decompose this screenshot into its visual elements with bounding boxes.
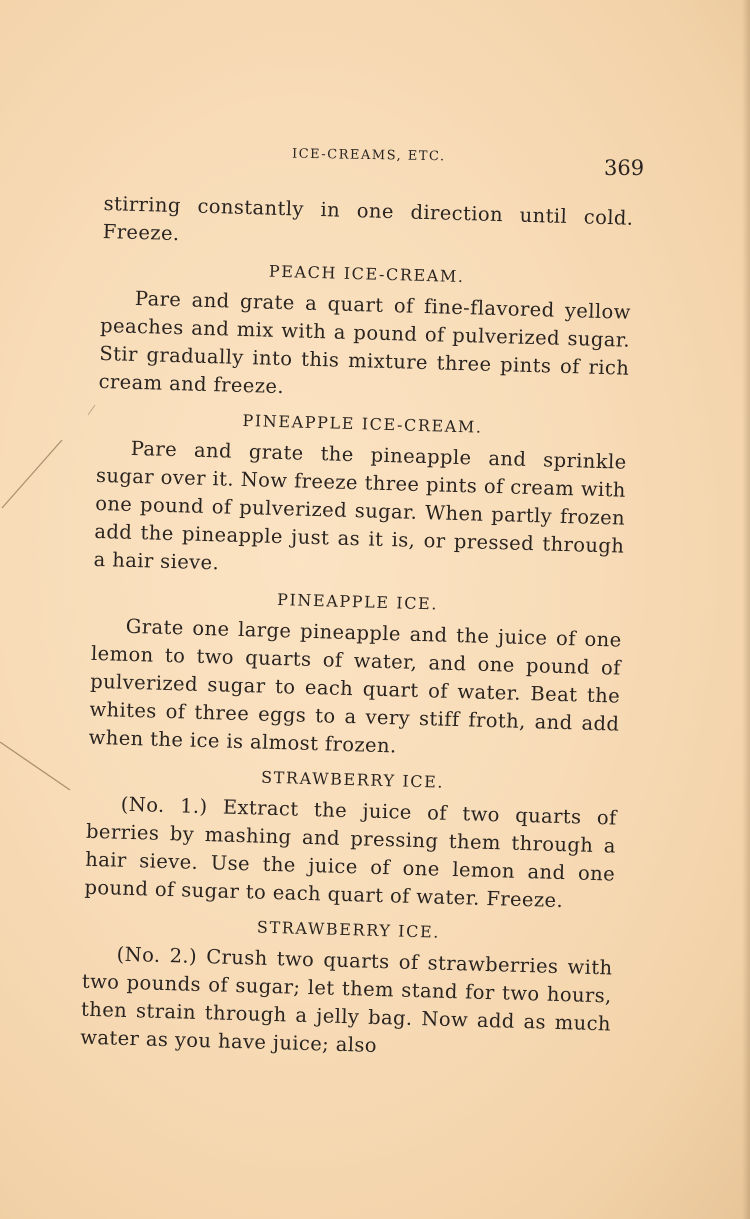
section-title-strawberry-ice-2: STRAWBERRY ICE. [256, 917, 441, 942]
page-number: 369 [604, 156, 645, 180]
page-body [80, 190, 634, 1070]
section-title-peach-ice-cream: PEACH ICE-CREAM. [268, 261, 465, 287]
section-title-pineapple-ice-cream: PINEAPPLE ICE-CREAM. [242, 410, 483, 437]
section-text-pineapple-ice-cream: Pare and grate the pineapple and sprinkle sugar over it. Now freeze three pints of cream with one pound of pulverized sugar. When partly frozen add the pineapple just as it is, or pressed through a hair sieve. [93, 436, 627, 575]
section-text-pineapple-ice: Grate one large pineapple and the juice of one lemon to two quarts of water, and one pound of pulverized sugar to each quart of water. Beat the whites of three eggs to a very stiff froth, and add when the ice is almost frozen. [88, 614, 622, 758]
section-title-pineapple-ice: PINEAPPLE ICE. [276, 589, 439, 614]
running-title: ICE-CREAMS, ETC. [291, 146, 446, 165]
page-edge-shadow [742, 0, 750, 1219]
section-title-strawberry-ice-1: STRAWBERRY ICE. [260, 767, 445, 792]
continuation-paragraph: stirring constantly in one direction until cold. Freeze. [102, 191, 634, 246]
section-text-strawberry-ice-2: (No. 2.) Crush two quarts of strawberries with two pounds of sugar; let them stand for two hours, then strain through a jelly bag. Now add as much water as you have juice; also [80, 942, 613, 1057]
section-text-peach-ice-cream: Pare and grate a quart of fine-flavored yellow peaches and mix with a pound of pulverized sugar. Stir gradually into this mixture three pints of rich cream and freeze. [98, 286, 632, 399]
section-text-strawberry-ice-1: (No. 1.) Extract the juice of two quarts of berries by mashing and pressing them through a hair sieve. Use the juice of one lemon and one pound of sugar to each quart of water. Freeze. [84, 792, 617, 913]
